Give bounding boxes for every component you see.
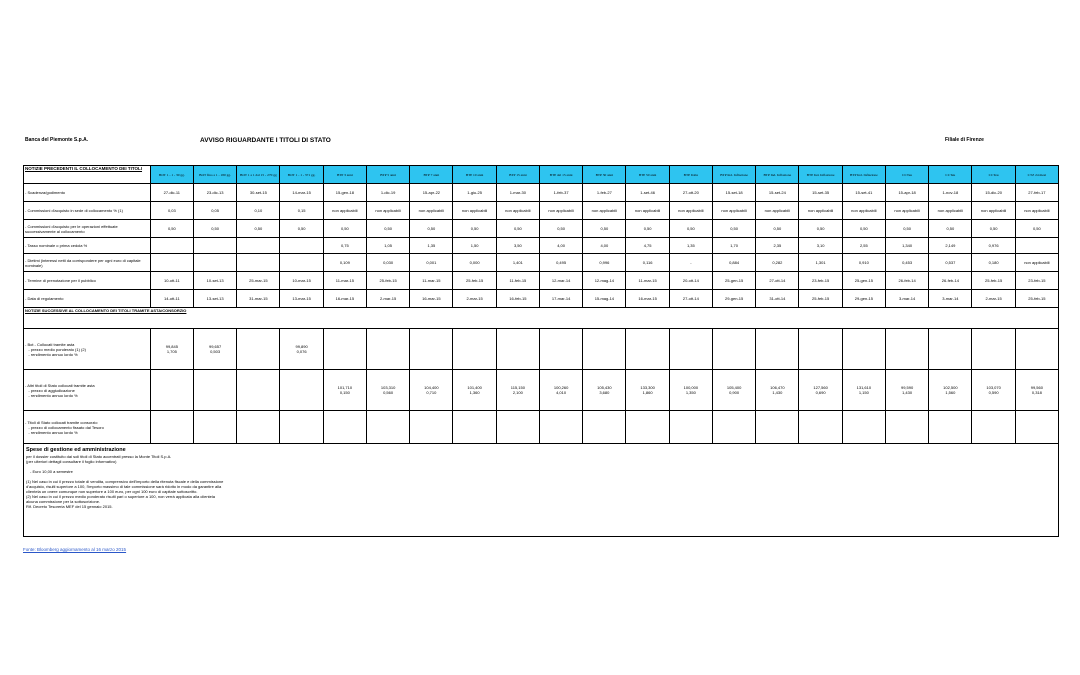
table-cell: 0,50: [237, 220, 280, 238]
table-cell: 101,400 1,360: [453, 370, 496, 411]
table-cell: 1,35: [410, 238, 453, 254]
section-label: NOTIZIE SUCCESSIVE AL COLLOCAMENTO DEI TITOLI TRAMITE ASTA/CONSORZIO: [24, 308, 1059, 329]
table-cell: 2-mar-15: [972, 290, 1015, 308]
row-label: - Data di regolamento: [24, 290, 151, 308]
table-cell: 14-ott-11: [150, 290, 193, 308]
table-cell: [669, 329, 712, 370]
notice-title: AVVISO RIGUARDANTE I TITOLI DI STATO: [200, 137, 331, 144]
table-row: [24, 202, 1059, 220]
table-cell: 1-giu-25: [453, 184, 496, 202]
table-cell: 99,590 1,430: [885, 370, 928, 411]
table-cell: 1,70: [712, 238, 755, 254]
table-cell: 16-feb-15: [496, 290, 539, 308]
table-cell: 12-mag-14: [583, 272, 626, 290]
table-cell: 25-feb-15: [799, 290, 842, 308]
table-cell: [453, 329, 496, 370]
row-label-line: - rendimento annuo lordo %: [25, 392, 78, 398]
table-cell: 11-mar-15: [410, 272, 453, 290]
table-cell: 30-set-15: [237, 184, 280, 202]
table-cell: non applicabili: [1015, 202, 1058, 220]
table-cell: 0,05: [193, 202, 236, 220]
table-cell: [712, 411, 755, 444]
column-header: BTP Ind. Inflazione: [842, 166, 885, 184]
column-header: BOT 1 a 1 dal 15 - 270 gg: [237, 166, 280, 184]
table-cell: 0,495: [539, 254, 582, 272]
table-cell: [972, 411, 1015, 444]
table-cell: 15-gen-18: [323, 184, 366, 202]
table-cell: 106,470 1,430: [756, 370, 799, 411]
table-row: [24, 184, 1059, 202]
column-header: BOT 1 - 1 - 371 gg.: [280, 166, 323, 184]
table-cell: 2-mar-15: [453, 290, 496, 308]
fee-amount: - Euro 10,00 a semestre: [30, 469, 73, 474]
table-cell: non applicabili: [496, 202, 539, 220]
column-header: CCTeu: [885, 166, 928, 184]
table-cell: 0,282: [756, 254, 799, 272]
table-cell: 115,150 2,100: [496, 370, 539, 411]
table-cell: 0,50: [626, 220, 669, 238]
table-cell: [539, 329, 582, 370]
table-cell: 3,10: [799, 238, 842, 254]
column-header: BTP 3 anni: [323, 166, 366, 184]
table-cell: 0,10: [237, 202, 280, 220]
table-row: [24, 272, 1059, 290]
row-label-line: - Bot - Collocati tramite asta: [25, 341, 75, 347]
table-cell: 15-apr-18: [885, 184, 928, 202]
table-cell: non applicabili: [1015, 254, 1058, 272]
table-cell: 12-mar-14: [539, 272, 582, 290]
table-cell: 0,884: [712, 254, 755, 272]
table-cell: [150, 238, 193, 254]
table-cell: 101,710 0,150: [323, 370, 366, 411]
table-cell: [366, 411, 409, 444]
column-header: BTP 10 anni: [453, 166, 496, 184]
table-cell: 103,070 0,590: [972, 370, 1015, 411]
table-cell: 105,400 0,900: [712, 370, 755, 411]
fees-notes-cell: [24, 444, 1059, 537]
table-cell: 133,300 1,860: [626, 370, 669, 411]
table-cell: 15-mag-14: [583, 290, 626, 308]
table-cell: [193, 238, 236, 254]
row-label: [24, 370, 151, 411]
table-cell: 127,560 0,690: [799, 370, 842, 411]
table-cell: non applicabili: [885, 202, 928, 220]
corner-label: NOTIZIE PRECEDENTI IL COLLOCAMENTO DEI TITOLI: [24, 166, 151, 184]
table-cell: 16-mar-15: [323, 290, 366, 308]
table-cell: non applicabili: [929, 202, 972, 220]
table-cell: [150, 411, 193, 444]
table-cell: [366, 329, 409, 370]
table-cell: 25-feb-15: [366, 272, 409, 290]
column-header: BTP Ind. Inflazione: [712, 166, 755, 184]
table-cell: non applicabili: [712, 202, 755, 220]
fees-intro-line: (per ulteriori dettagli consultare il foglio informativo): [26, 459, 117, 464]
table-cell: 100,260 4,010: [539, 370, 582, 411]
table-cell: [193, 411, 236, 444]
table-cell: [150, 254, 193, 272]
table-cell: [280, 238, 323, 254]
table-cell: 25-mar-15: [237, 272, 280, 290]
table-cell: [842, 411, 885, 444]
table-cell: [193, 254, 236, 272]
table-cell: 0,50: [583, 220, 626, 238]
table-cell: 1,50: [453, 238, 496, 254]
table-cell: 0,030: [366, 254, 409, 272]
row-label-line: - rendimento annuo lordo %: [25, 351, 78, 357]
table-cell: 131,610 1,150: [842, 370, 885, 411]
table-cell: 0,976: [972, 238, 1015, 254]
table-cell: 3-mar-14: [885, 290, 928, 308]
column-header: BTP 15 anni: [496, 166, 539, 184]
table-cell: [1015, 238, 1058, 254]
table-cell: 15-set-18: [712, 184, 755, 202]
table-cell: [237, 370, 280, 411]
table-row: [24, 411, 1059, 444]
table-row: [24, 254, 1059, 272]
table-cell: [280, 254, 323, 272]
table-cell: [323, 329, 366, 370]
row-label-line: - Titoli di Stato collocati tramite consorzio: [25, 419, 98, 425]
table-cell: 105,430 3,680: [583, 370, 626, 411]
table-cell: 11-mar-15: [626, 272, 669, 290]
footnote-line: Rif. Decreto Tesoreria MEF del 15 gennaio 2015.: [26, 504, 113, 509]
table-cell: 0,50: [323, 220, 366, 238]
table-cell: 0,50: [929, 220, 972, 238]
column-header: BTP 30 anni: [583, 166, 626, 184]
table-cell: 0,910: [842, 254, 885, 272]
row-label-line: - prezzo di collocamento fissato dal Tesoro: [25, 424, 104, 430]
table-cell: non applicabili: [842, 202, 885, 220]
table-cell: [626, 411, 669, 444]
table-cell: 27-dic-11: [150, 184, 193, 202]
column-header: BTP 50 anni: [626, 166, 669, 184]
table-cell: 0,537: [929, 254, 972, 272]
fees-intro-line: per il dossier costituito dai soli titoli di Stato accentrati presso la Monte Titoli S.p.A.: [26, 454, 172, 459]
footnote-line: d'acquisto, risulti superiore a 100, l'importo massimo di tale commissione sarà ridotto in modo da garantire alla: [26, 484, 222, 489]
table-cell: [583, 411, 626, 444]
table-cell: 1,401: [496, 254, 539, 272]
table-row: [24, 290, 1059, 308]
table-cell: 27-ott-14: [756, 272, 799, 290]
table-cell: 1-nov-18: [929, 184, 972, 202]
table-cell: non applicabili: [366, 202, 409, 220]
table-cell: 27-feb-17: [1015, 184, 1058, 202]
table-cell: [626, 329, 669, 370]
table-cell: [669, 411, 712, 444]
bank-name: Banca del Piemonte S.p.A.: [25, 137, 89, 143]
table-cell: non applicabili: [539, 202, 582, 220]
table-cell: 0,50: [453, 220, 496, 238]
table-cell: [972, 329, 1015, 370]
table-cell: 4,00: [539, 238, 582, 254]
table-cell: 0,15: [280, 202, 323, 220]
table-cell: 103,310 0,560: [366, 370, 409, 411]
table-cell: 3-mar-14: [929, 290, 972, 308]
row-label: - Commissioni d'acquisto in sede di collocamento % (1): [24, 202, 151, 220]
table-cell: 0,109: [323, 254, 366, 272]
table-cell: 0,50: [193, 220, 236, 238]
table-cell: 1-set-46: [626, 184, 669, 202]
table-row: [24, 370, 1059, 411]
table-cell: 1-dic-19: [366, 184, 409, 202]
fees-title: Spese di gestione ed amministrazione: [26, 447, 126, 453]
row-label: [24, 329, 151, 370]
table-cell: 0,180: [972, 254, 1015, 272]
table-cell: 0,001: [410, 254, 453, 272]
table-cell: 15-set-35: [799, 184, 842, 202]
row-label: - Dietimi (interessi netti da corrispondere per ogni euro di capitale nominale): [24, 254, 151, 272]
row-label: - Commissioni d'acquisto per le operazioni effettuate successivamente al collocamento: [24, 220, 151, 238]
table-body: [24, 184, 1059, 537]
table-cell: 11-mar-15: [323, 272, 366, 290]
column-header: BOT fino a 1 - 180 gg.: [193, 166, 236, 184]
column-header: BTP Ind. Inflazione: [799, 166, 842, 184]
table-cell: -: [669, 254, 712, 272]
table-cell: 2,149: [929, 238, 972, 254]
table-cell: 2,55: [842, 238, 885, 254]
table-cell: 0,50: [1015, 220, 1058, 238]
table-cell: 16-mar-15: [626, 290, 669, 308]
row-label: - Termine di prenotazione per il pubblico: [24, 272, 151, 290]
table-cell: [1015, 329, 1058, 370]
table-cell: 25-feb-15: [1015, 290, 1058, 308]
section-header-row: [24, 308, 1059, 329]
table-cell: 0,50: [539, 220, 582, 238]
table-cell: [756, 329, 799, 370]
table-cell: non applicabili: [669, 202, 712, 220]
table-cell: 0,50: [150, 220, 193, 238]
table-cell: 15-set-24: [756, 184, 799, 202]
column-header: BTP 7 anni: [410, 166, 453, 184]
table-cell: 3,50: [496, 238, 539, 254]
row-label: - Tasso nominale o prima cedola %: [24, 238, 151, 254]
column-header: BTP Italia: [669, 166, 712, 184]
table-cell: 26-feb-14: [929, 272, 972, 290]
table-cell: 26-feb-14: [885, 272, 928, 290]
table-cell: [323, 411, 366, 444]
table-cell: [410, 329, 453, 370]
table-cell: 1,301: [799, 254, 842, 272]
table-cell: 25-feb-15: [972, 272, 1015, 290]
table-cell: 0,50: [410, 220, 453, 238]
table-cell: 1,340: [885, 238, 928, 254]
table-cell: [496, 329, 539, 370]
table-cell: 25-gen-15: [712, 272, 755, 290]
table-cell: 11-feb-15: [496, 272, 539, 290]
table-cell: 104,400 0,710: [410, 370, 453, 411]
footer-row: [24, 444, 1059, 537]
table-cell: [237, 411, 280, 444]
table-cell: non applicabili: [972, 202, 1015, 220]
table-cell: 23-dic-13: [193, 184, 236, 202]
table-cell: 99,560 0,318: [1015, 370, 1058, 411]
footnote-line: (2) Nel caso in cui il prezzo medio ponderato risulti pari o superiore a 100, non verrà applicata alla clientela: [26, 494, 215, 499]
table-cell: 0,50: [366, 220, 409, 238]
column-header: CCTeu: [972, 166, 1015, 184]
table-cell: 1-mar-30: [496, 184, 539, 202]
table-cell: 0,75: [323, 238, 366, 254]
table-cell: non applicabili: [323, 202, 366, 220]
footnote-line: alcuna commissione per la sottoscrizione.: [26, 499, 101, 504]
column-header: BTP dal 15 anni: [539, 166, 582, 184]
table-cell: 0,50: [799, 220, 842, 238]
table-cell: [410, 411, 453, 444]
row-label-line: - prezzo di aggiudicazione: [25, 387, 75, 393]
table-cell: 0,50: [756, 220, 799, 238]
table-cell: 15-apr-22: [410, 184, 453, 202]
table-cell: 0,453: [885, 254, 928, 272]
table-cell: [885, 411, 928, 444]
table-header-row: [24, 166, 1059, 184]
table-cell: non applicabili: [453, 202, 496, 220]
table-cell: 10-set-13: [193, 272, 236, 290]
table-cell: 25-gen-15: [842, 272, 885, 290]
table-cell: [496, 411, 539, 444]
column-header: BOT 1 - 1 - 30 gg.: [150, 166, 193, 184]
table-cell: 0,50: [712, 220, 755, 238]
table-cell: 13-set-13: [193, 290, 236, 308]
table-cell: 10-mar-15: [280, 272, 323, 290]
table-cell: [193, 370, 236, 411]
table-cell: 15-dic-20: [972, 184, 1015, 202]
table-row: [24, 238, 1059, 254]
table-cell: 102,500 1,560: [929, 370, 972, 411]
branch-name: Filiale di Firenze: [945, 137, 984, 143]
table-cell: 16-mar-15: [410, 290, 453, 308]
table-cell: 29-gen-15: [712, 290, 755, 308]
table-cell: [929, 411, 972, 444]
table-cell: non applicabili: [410, 202, 453, 220]
table-cell: [453, 411, 496, 444]
table-cell: 17-mar-14: [539, 290, 582, 308]
table-cell: [799, 329, 842, 370]
column-header: BTP Ind. Inflazione: [756, 166, 799, 184]
row-label: - Scadenza/godimento: [24, 184, 151, 202]
row-label: [24, 411, 151, 444]
table-cell: 0,50: [972, 220, 1015, 238]
table-cell: 27-ott-20: [669, 184, 712, 202]
table-cell: 1,35: [669, 238, 712, 254]
table-cell: [799, 411, 842, 444]
table-cell: 2-mar-15: [366, 290, 409, 308]
table-cell: 0,50: [669, 220, 712, 238]
table-cell: 99,845 1,705: [150, 329, 193, 370]
column-header: BTP 5 anni: [366, 166, 409, 184]
table-cell: 0,03: [150, 202, 193, 220]
table-cell: 15-set-41: [842, 184, 885, 202]
table-cell: 27-ott-14: [669, 290, 712, 308]
table-row: [24, 220, 1059, 238]
table-cell: [280, 411, 323, 444]
row-label-line: - Altri titoli di Stato collocati tramite asta: [25, 382, 95, 388]
table-cell: [280, 370, 323, 411]
table-cell: 4,75: [626, 238, 669, 254]
table-cell: [150, 370, 193, 411]
table-cell: 99,657 0,503: [193, 329, 236, 370]
table-cell: [929, 329, 972, 370]
table-cell: [842, 329, 885, 370]
table-cell: 99,890 0,076: [280, 329, 323, 370]
table-cell: [237, 254, 280, 272]
table-cell: 23-feb-15: [799, 272, 842, 290]
table-cell: 1-feb-27: [583, 184, 626, 202]
table-cell: non applicabili: [756, 202, 799, 220]
table-cell: 13-mar-15: [280, 290, 323, 308]
table-cell: [237, 329, 280, 370]
table-cell: 0,996: [583, 254, 626, 272]
table-cell: [712, 329, 755, 370]
source-link[interactable]: Fonte: Bloomberg aggiornamento al 16 marzo 2015: [23, 547, 127, 552]
table-cell: 31-ott-14: [756, 290, 799, 308]
table-cell: 29-gen-15: [842, 290, 885, 308]
table-cell: 23-feb-15: [1015, 272, 1058, 290]
table-cell: non applicabili: [799, 202, 842, 220]
table-cell: 25-feb-15: [453, 272, 496, 290]
table-cell: [539, 411, 582, 444]
table-cell: 100,000 1,350: [669, 370, 712, 411]
table-cell: 0,116: [626, 254, 669, 272]
table-cell: 0,50: [496, 220, 539, 238]
row-label-line: - prezzo medio ponderato (1) (2): [25, 346, 86, 352]
footnote-line: (1) Nel caso in cui il prezzo totale di vendita, comprensivo dell'importo della ritenuta fiscale e della commissione: [26, 479, 224, 484]
table-cell: [756, 411, 799, 444]
table-cell: 0,50: [280, 220, 323, 238]
table-cell: 0,50: [842, 220, 885, 238]
table-cell: [237, 238, 280, 254]
table-cell: [885, 329, 928, 370]
bonds-table: [23, 165, 1059, 537]
table-cell: non applicabili: [583, 202, 626, 220]
table-cell: [583, 329, 626, 370]
table-cell: 2,35: [756, 238, 799, 254]
column-header: CCTeu: [929, 166, 972, 184]
table-cell: 20-ott-14: [669, 272, 712, 290]
table-row: [24, 329, 1059, 370]
table-cell: 0,50: [885, 220, 928, 238]
table-cell: 31-mar-15: [237, 290, 280, 308]
table-cell: 10-ott-11: [150, 272, 193, 290]
row-label-line: - rendimento annuo lordo %: [25, 429, 78, 435]
footnote-line: clientela un onere comunque non superiore a 100 euro, per ogni 100 euro di capitale sottoscritto.: [26, 489, 198, 494]
table-cell: 4,00: [583, 238, 626, 254]
table-cell: non applicabili: [626, 202, 669, 220]
bonds-table-wrapper: [23, 165, 1059, 537]
table-cell: 1-feb-37: [539, 184, 582, 202]
table-cell: 1,05: [366, 238, 409, 254]
table-cell: [1015, 411, 1058, 444]
column-header: CTZ 24 mesi: [1015, 166, 1058, 184]
table-cell: 14-mar-15: [280, 184, 323, 202]
table-cell: 0,000: [453, 254, 496, 272]
